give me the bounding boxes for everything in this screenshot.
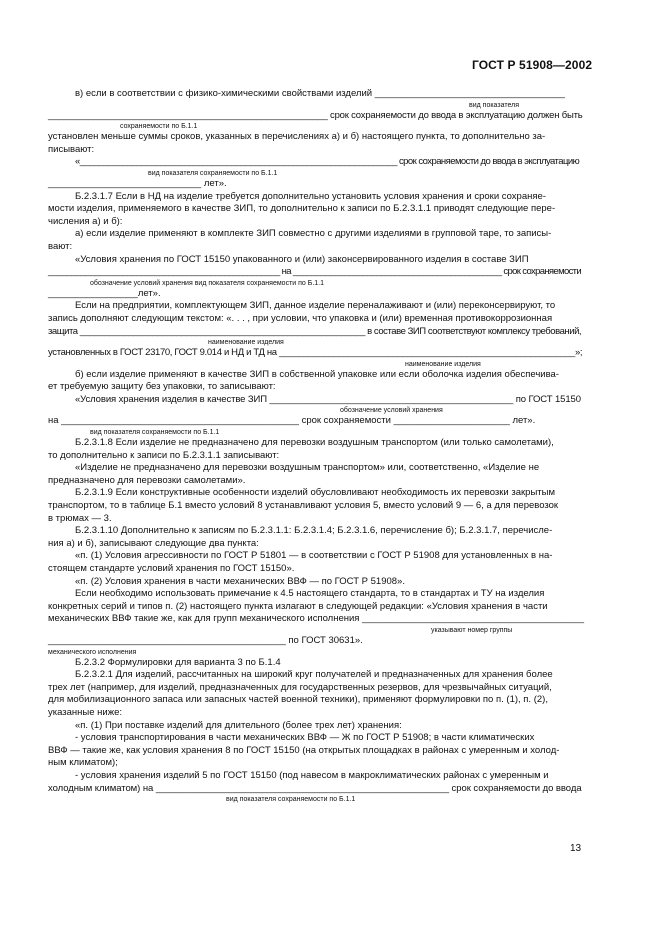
document-body (48, 88, 584, 804)
text-line: Б.2.3.1.7 Если в НД на изделие требуется дополнительно установить условия хранения и сроки сохраняе- (75, 190, 546, 202)
text-line: Б.2.3.1.10 Дополнительно к записям по Б.2.3.1.1: Б.2.3.1.4; Б.2.3.1.6, перечисление б); Б.2.3.1.7, перечисле- (75, 525, 553, 537)
field-caption: механического исполнения (48, 648, 137, 656)
document-header: ГОСТ Р 51908—2002 (472, 58, 593, 72)
text-line: стоящем стандарте условий хранения по ГОСТ 15150». (48, 563, 295, 574)
text-line: «п. (1) При поставке изделий для длительного (более трех лет) хранения: (75, 719, 402, 731)
text-line: ет требуемую защиту без упаковки, то записывают: (48, 381, 276, 393)
text-line: запись дополняют следующим текстом: «. . . , при условии, что упаковка и (или) временная противокоррозионная (48, 312, 553, 324)
text-line: для мобилизационного запаса или запасных частей военной техники), применяют формулировки по п. (1), п. (2), (48, 694, 548, 706)
text-line: числения а) и б): (48, 215, 123, 227)
field-caption: обозначение условий хранения вид показателя сохраняемости по Б.1.1 (90, 279, 325, 287)
text-line: на _____________________________________________ срок сохраняемости ______________________ лет». (48, 415, 536, 427)
text-line: - условия транспортирования в части механических ВВФ — Ж по ГОСТ Р 51908; в части климатических (75, 732, 535, 744)
page-number: 13 (570, 843, 582, 854)
text-line: то дополнительно к записи по Б.2.3.1.1 записывают: (48, 449, 280, 461)
text-line: указанные ниже: (48, 706, 123, 718)
text-line: а) если изделие применяют в комплекте ЗИП совместно с другими изделиями в групповой таре, то записы- (75, 228, 552, 240)
text-line: мости изделия, применяемого в качестве ЗИП, то дополнительно к записи по Б.2.3.1.1 приводят следующие пере- (48, 203, 556, 215)
text-line: ным климатом); (48, 757, 118, 769)
text-line: Б.2.3.1.8 Если изделие не предназначено для перевозки воздушным транспортом (или только самолетами), (75, 437, 554, 449)
field-caption: обозначение условий хранения (340, 407, 443, 415)
text-line: писывают: (48, 143, 95, 155)
text-line: Если на предприятии, комплектующем ЗИП, данное изделие переналаживают и (или) переконсервируют, то (75, 300, 556, 312)
text-line: механических ВВФ такие же, как для групп механического исполнения __________________________________________ (48, 613, 584, 625)
text-line: в) если в соответствии с физико-химическими свойствами изделий ____________________________________ (75, 88, 565, 99)
text-line: «Условия хранения изделия в качестве ЗИП _______________________________________________ по ГОСТ 15150 (75, 393, 581, 405)
field-caption: наименование изделия (405, 360, 481, 368)
field-caption: вид показателя сохраняемости по Б.1.1 (226, 796, 356, 804)
text-line: ния а) и б), записывают следующие два пункта: (48, 537, 259, 549)
text-line: Б.2.3.2 Формулировки для варианта 3 по Б.1.4 (75, 656, 281, 668)
text-line: «п. (2) Условия хранения в части механических ВВФ — по ГОСТ Р 51908». (75, 575, 405, 587)
text-line: трех лет (например, для изделий, предназначенных для государственных резервов, для чрезвычайных ситуаций, (48, 681, 552, 693)
field-caption: вид показателя сохраняемости по Б.1.1 (90, 429, 220, 437)
text-line: ВВФ — такие же, как условия хранения 8 по ГОСТ 15150 (на открытых площадках в районах с умеренным и холод- (48, 744, 560, 756)
text-line: «п. (1) Условия агрессивности по ГОСТ Р 51801 — в соответствии с ГОСТ Р 51908 для установленных в на- (75, 550, 553, 562)
text-line: _______________________________________________________ срок сохраняемости до ввода в эксплуатацию должен быть (48, 109, 583, 121)
field-caption: указывают номер группы (431, 626, 513, 634)
text-line: Б.2.3.1.9 Если конструктивные особенности изделий обусловливают необходимость их перевозки закрытым (75, 487, 555, 499)
text-line: транспортом, то в таблице Б.1 вместо условий 8 устанавливают условия 5, вместо условий 9 — 6, а для перевозок (48, 500, 559, 512)
text-line: _________________лет». (48, 287, 161, 299)
text-line: - условия хранения изделий 5 по ГОСТ 15150 (под навесом в макроклиматических районах с умеренным и (75, 769, 549, 781)
text-line: Если необходимо использовать примечание к 4.5 настоящего стандарта, то в стандартах и ТУ на изделия (75, 588, 545, 600)
field-caption: вид показателя (469, 101, 519, 109)
text-line: установленных в ГОСТ 23170, ГОСТ 9.014 и НД и ТД на ____________________________________________________________»; (48, 347, 583, 359)
text-line: _____________________________ лет». (48, 177, 227, 189)
field-caption: наименование изделия (208, 339, 284, 347)
text-line: Б.2.3.2.1 Для изделий, рассчитанных на широкий круг получателей и предназначенных для хранения более (75, 669, 553, 681)
text-line: «Условия хранения по ГОСТ 15150 упакованного и (или) законсервированного изделия в составе ЗИП (75, 253, 529, 265)
text-line: холодным климатом) на ________________________________________________________ срок сохраняемости до ввода (48, 782, 582, 794)
text-line: конкретных серий и типов п. (2) настоящего пункта излагают в следующей редакции: «Условия хранения в части (48, 600, 548, 612)
text-line: «___________________________________________________________________ срок сохраняемости до ввода в эксплуатацию (75, 156, 580, 168)
text-line: вают: (48, 240, 73, 252)
text-line: __________________________________________________ на _____________________________________________ срок сохраняемости (48, 266, 582, 278)
text-line: в трюмах — 3. (48, 512, 112, 524)
text-line: _____________________________________________ по ГОСТ 30631». (48, 634, 363, 646)
field-caption: вид показателя сохраняемости по Б.1.1 (148, 169, 278, 177)
text-line: предназначено для перевозки самолетами». (48, 474, 246, 486)
text-line: б) если изделие применяют в качестве ЗИП в собственной упаковке или если оболочка изделия обеспечива- (75, 368, 559, 380)
text-line: установлен меньше суммы сроков, указанных в перечислениях а) и б) настоящего пункта, то дополнительно за- (48, 131, 546, 143)
field-caption: сохраняемости по Б.1.1 (120, 123, 198, 131)
text-line: защита ___________________________________________________________ в составе ЗИП соответствуют комплексу требований, (48, 325, 582, 337)
text-line: «Изделие не предназначено для перевозки воздушным транспортом» или, соответственно, «Изделие не (75, 462, 540, 474)
